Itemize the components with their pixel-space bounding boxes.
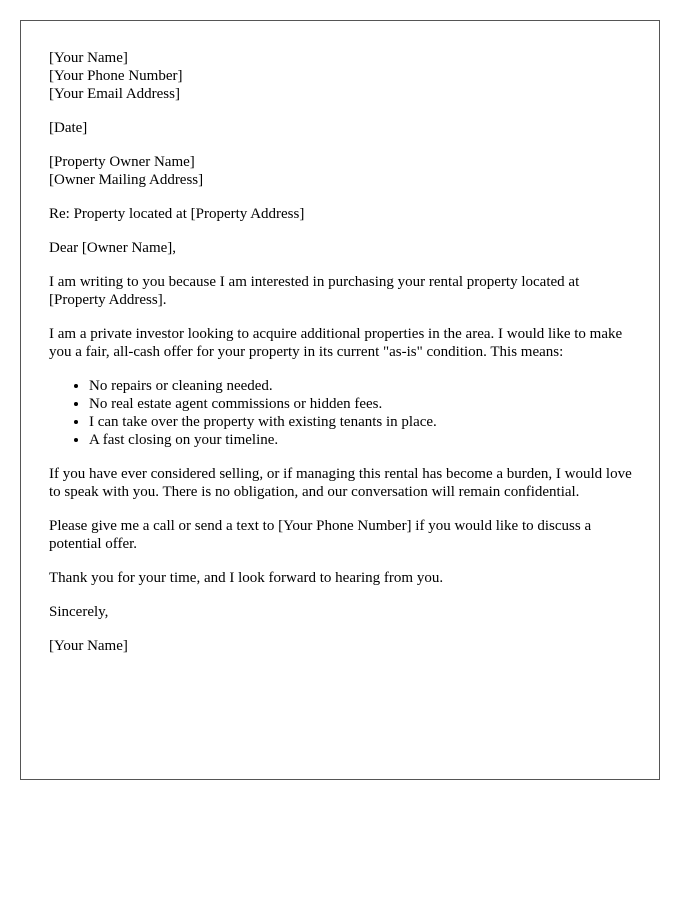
salutation: Dear [Owner Name],: [49, 240, 177, 256]
sender-name: [Your Name]: [49, 50, 128, 66]
recipient-block: [49, 153, 639, 189]
date-line: [Date]: [49, 120, 88, 136]
body-paragraph-4: Please give me a call or send a text to [Your Phone Number] if you would like to discuss a potential offer.: [49, 518, 592, 552]
sender-block: [49, 49, 639, 103]
body-paragraph-3: If you have ever considered selling, or if managing this rental has become a burden, I would love to speak with you. There is no obligation, and our conversation will remain confidential.: [49, 466, 632, 500]
list-item: • I can take over the property with existing tenants in place.: [89, 413, 639, 431]
benefits-list: [49, 377, 639, 449]
list-item: • No real estate agent commissions or hidden fees.: [89, 395, 639, 413]
recipient-name: [Property Owner Name]: [49, 154, 195, 170]
body-paragraph-5: Thank you for your time, and I look forward to hearing from you.: [49, 570, 444, 586]
body-paragraph-2: I am a private investor looking to acquire additional properties in the area. I would like to make you a fair, all-cash offer for your property in its current "as-is" condition. This means:: [49, 326, 623, 360]
list-item: • A fast closing on your timeline.: [89, 431, 639, 449]
signature: [Your Name]: [49, 638, 128, 654]
closing: Sincerely,: [49, 604, 109, 620]
letter-page: [20, 20, 660, 780]
recipient-address: [Owner Mailing Address]: [49, 172, 204, 188]
letter-content: [49, 49, 639, 671]
sender-email: [Your Email Address]: [49, 86, 180, 102]
list-item: • No repairs or cleaning needed.: [89, 377, 639, 395]
sender-phone: [Your Phone Number]: [49, 68, 183, 84]
body-paragraph-1: I am writing to you because I am interested in purchasing your rental property located at [Property Address].: [49, 274, 580, 308]
subject-line: Re: Property located at [Property Address]: [49, 206, 305, 222]
